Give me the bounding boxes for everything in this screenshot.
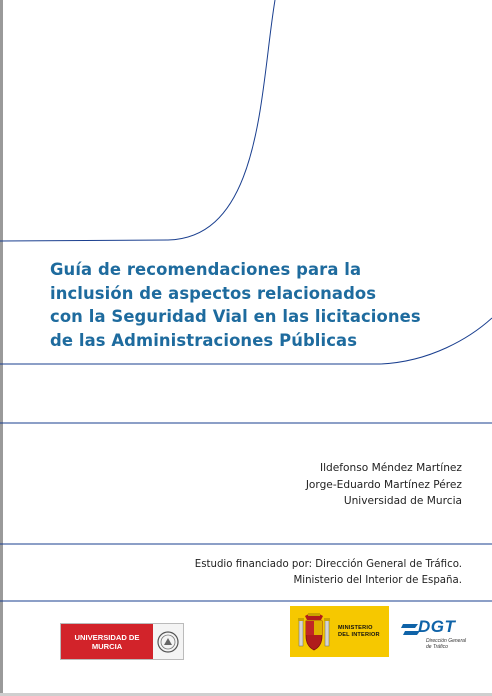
universidad-murcia-logo	[60, 623, 184, 660]
authors-block	[306, 460, 462, 510]
author-affiliation: Universidad de Murcia	[343, 495, 462, 507]
title-line: inclusión de aspectos relacionados	[50, 283, 377, 303]
author-name: Ildefonso Méndez Martínez	[319, 462, 462, 474]
ministerio-logo-text	[338, 625, 380, 638]
dgt-logo	[400, 615, 470, 655]
dgt-subtitle-line: de Tráfico	[426, 644, 448, 650]
universidad-logo-line: MURCIA	[91, 641, 123, 651]
title-line: Guía de recomendaciones para la	[50, 260, 362, 279]
dgt-subtitle-line: Dirección General	[426, 638, 467, 644]
funding-line: Estudio financiado por: Dirección General de Tráfico.	[194, 559, 462, 570]
title-line: de las Administraciones Públicas	[50, 330, 358, 350]
dgt-subtitle	[426, 638, 466, 650]
university-seal-icon	[153, 624, 183, 659]
coat-of-arms-icon	[290, 606, 338, 657]
title-line: con la Seguridad Vial en las licitaciones	[50, 307, 421, 326]
universidad-logo-text	[61, 624, 153, 659]
author-name: Jorge-Eduardo Martínez Pérez	[305, 478, 462, 491]
top-curve	[0, 0, 275, 241]
document-title	[50, 258, 450, 352]
funding-line: Ministerio del Interior de España.	[293, 575, 462, 586]
universidad-logo-line: UNIVERSIDAD DE	[74, 632, 140, 642]
ministerio-interior-logo	[290, 606, 389, 657]
ministerio-logo-line: MINISTERIO	[338, 624, 373, 631]
dgt-wordmark: DGT	[418, 617, 456, 636]
ministerio-logo-line: DEL INTERIOR	[338, 631, 380, 638]
funding-block	[195, 557, 462, 589]
